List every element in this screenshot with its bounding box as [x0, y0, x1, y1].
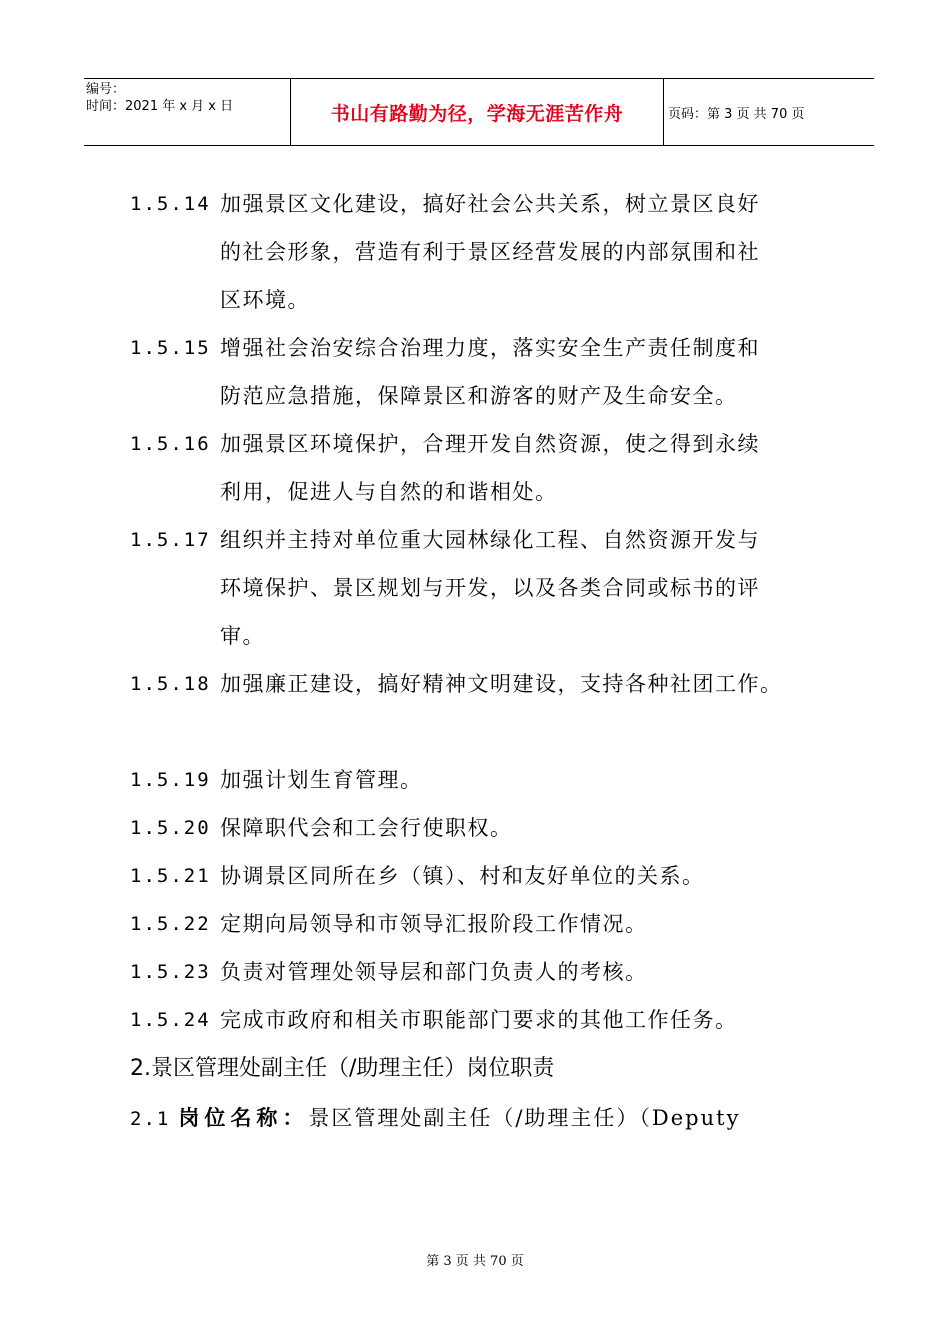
list-item [130, 516, 850, 660]
item-text [220, 324, 850, 420]
item-line: 审。 [220, 624, 265, 648]
document-body [130, 180, 850, 1143]
item-text [220, 900, 850, 948]
list-item [130, 852, 850, 900]
item-text [220, 852, 850, 900]
item-line: 区环境。 [220, 288, 310, 312]
item-number: 1.5.20 [130, 817, 211, 839]
header-meta [86, 81, 286, 115]
item-number: 1.5.16 [130, 433, 211, 455]
item-text: 景区管理处副主任（/助理主任）（Deputy [308, 1106, 741, 1130]
list-item [130, 996, 850, 1044]
item-number: 1.5.14 [130, 193, 211, 215]
header-page: 页码：第 3 页 共 70 页 [668, 106, 805, 122]
item-line: 保障职代会和工会行使职权。 [220, 816, 513, 840]
item-line: 加强景区环境保护，合理开发自然资源，使之得到永续 [220, 432, 760, 456]
item-line: 定期向局领导和市领导汇报阶段工作情况。 [220, 912, 648, 936]
item-line: 组织并主持对单位重大园林绿化工程、自然资源开发与 [220, 528, 760, 552]
item-text [220, 996, 850, 1044]
item-number: 1.5.17 [130, 529, 211, 551]
item-line: 利用，促进人与自然的和谐相处。 [220, 480, 558, 504]
item-number: 1.5.18 [130, 673, 211, 695]
item-text [220, 180, 850, 324]
item-text [220, 756, 850, 804]
spacer [130, 708, 850, 756]
item-line: 协调景区同所在乡（镇）、村和友好单位的关系。 [220, 864, 705, 888]
item-line: 负责对管理处领导层和部门负责人的考核。 [220, 960, 648, 984]
item-text [220, 660, 850, 708]
list-item [130, 420, 850, 516]
item-line: 加强廉正建设，搞好精神文明建设，支持各种社团工作。 [220, 672, 783, 696]
item-text [220, 948, 850, 996]
item-number: 1.5.22 [130, 913, 211, 935]
list-item [130, 948, 850, 996]
list-item [130, 900, 850, 948]
item-number: 1.5.19 [130, 769, 211, 791]
item-number: 1.5.23 [130, 961, 211, 983]
item-number: 1.5.21 [130, 865, 211, 887]
header-time: 时间：2021 年 x 月 x 日 [86, 99, 234, 114]
page-header [84, 78, 874, 146]
item-text [220, 420, 850, 516]
item-number: 2.1 [130, 1108, 171, 1130]
item-line: 环境保护、景区规划与开发，以及各类合同或标书的评 [220, 576, 760, 600]
item-number: 1.5.15 [130, 337, 211, 359]
list-item [130, 660, 850, 708]
item-line: 的社会形象，营造有利于景区经营发展的内部氛围和社 [220, 240, 760, 264]
list-item [130, 324, 850, 420]
list-item [130, 804, 850, 852]
header-number: 编号： [86, 82, 126, 97]
item-list [130, 180, 850, 1044]
item-line: 增强社会治安综合治理力度，落实安全生产责任制度和 [220, 336, 760, 360]
item-line: 加强景区文化建设，搞好社会公共关系，树立景区良好 [220, 192, 760, 216]
item-text [220, 516, 850, 660]
header-motto: 书山有路勤为径，学海无涯苦作舟 [330, 102, 624, 125]
item-text [220, 804, 850, 852]
header-motto-cell [290, 79, 664, 145]
list-item [130, 756, 850, 804]
item-number: 1.5.24 [130, 1009, 211, 1031]
item-line: 完成市政府和相关市职能部门要求的其他工作任务。 [220, 1008, 738, 1032]
list-item [130, 180, 850, 324]
item-2-1 [130, 1094, 850, 1143]
section-heading: 2.景区管理处副主任（/助理主任）岗位职责 [130, 1056, 555, 1081]
item-line: 防范应急措施，保障景区和游客的财产及生命安全。 [220, 384, 738, 408]
page-footer: 第 3 页 共 70 页 [426, 1254, 524, 1269]
item-label: 岗位名称： [178, 1106, 309, 1130]
item-line: 加强计划生育管理。 [220, 768, 423, 792]
